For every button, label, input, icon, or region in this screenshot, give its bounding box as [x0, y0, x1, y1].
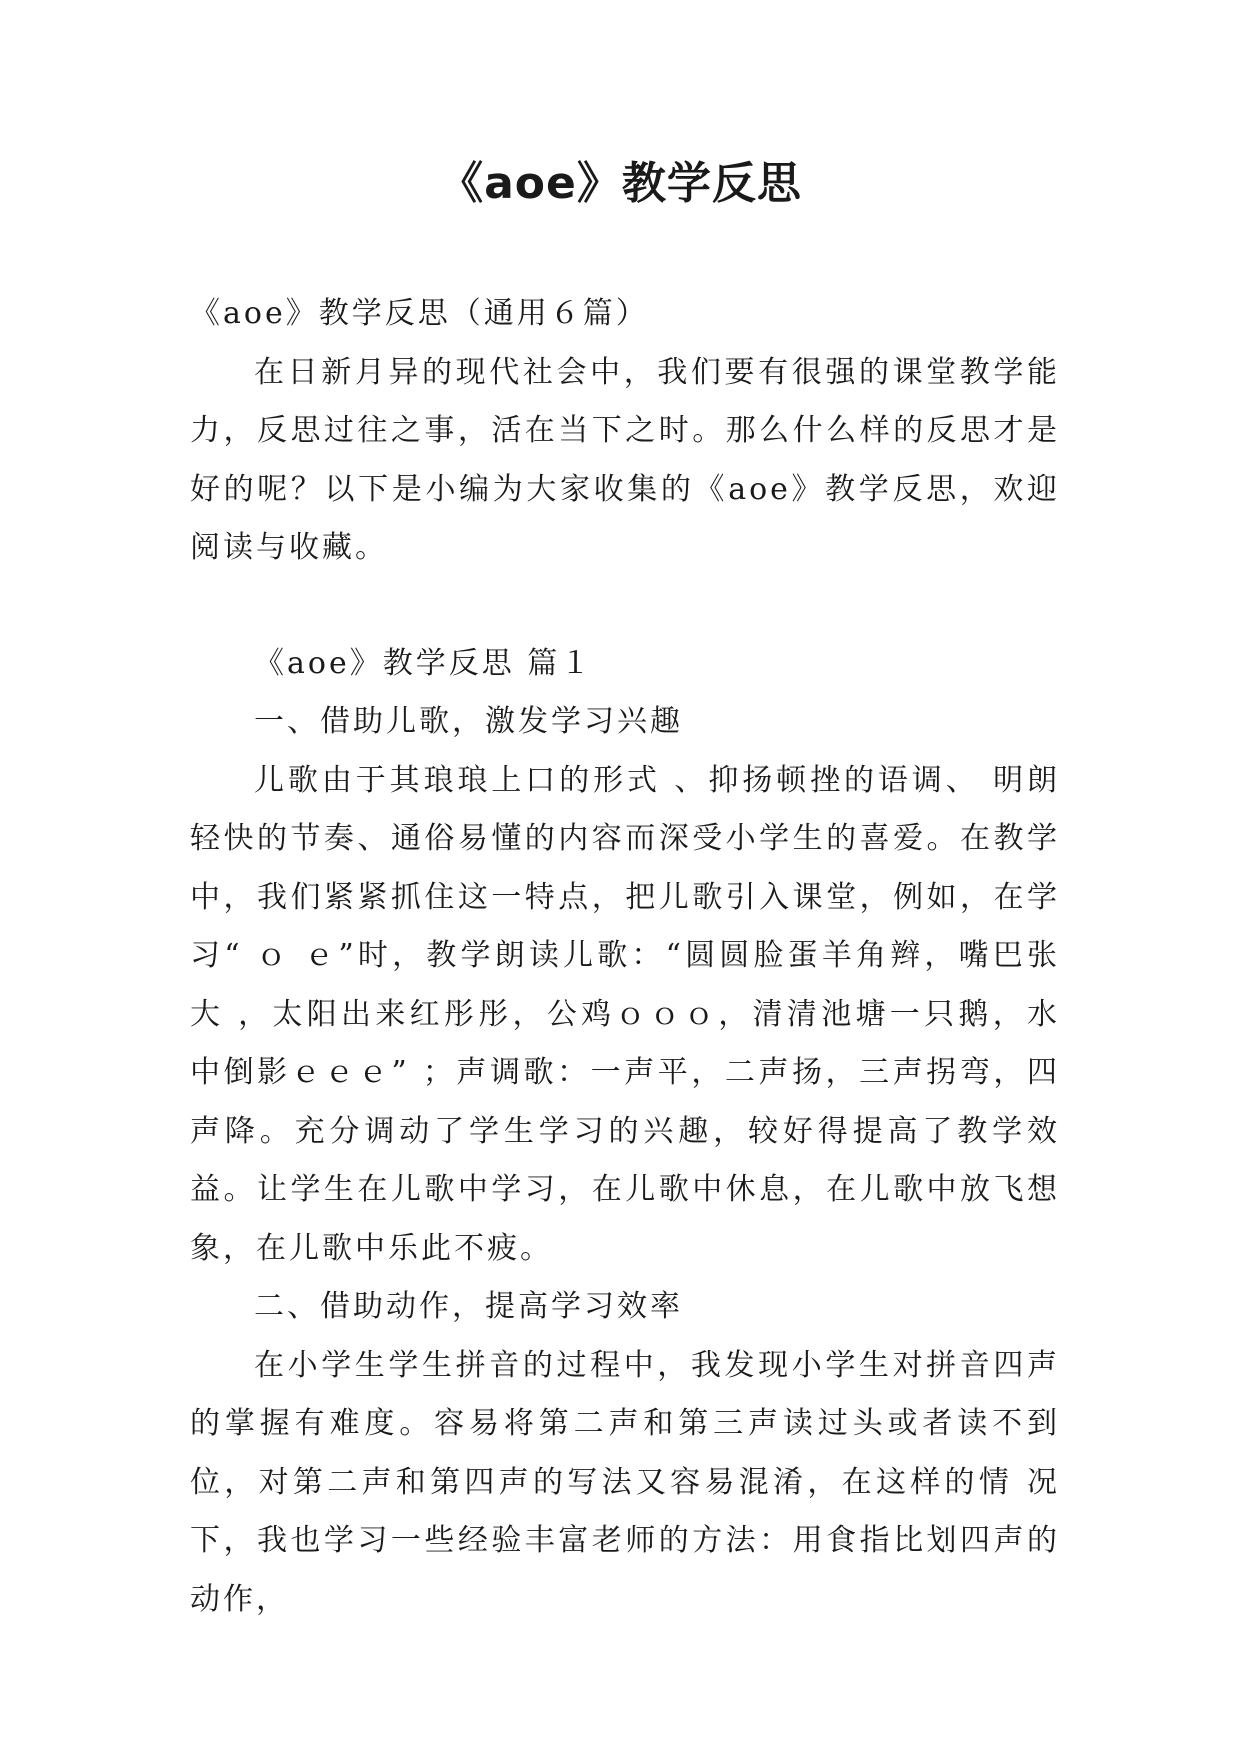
section-heading: 《aoe》教学反思 篇１ [254, 645, 594, 681]
document-body [190, 285, 1060, 1629]
document-title: 《aoe》教学反思 [439, 158, 802, 209]
intro-paragraph: 在日新月异的现代社会中，我们要有很强的课堂教学能力，反思过往之事，活在当下之时。那么什么样的反思才是好的呢？以下是小编为大家收集的《aoe》教学反思，欢迎阅读与收藏。 [190, 354, 1060, 565]
section-spacer [190, 578, 1060, 635]
point-2-paragraph: 在小学生学生拼音的过程中，我发现小学生对拼音四声的掌握有难度。容易将第二声和第三声读过头或者读不到位，对第二声和第四声的写法又容易混淆，在这样的情 况下，我也学习一些经验丰富老师的方法：用食指比划四声的动作， [190, 1347, 1060, 1617]
document-subtitle: 《aoe》教学反思（通用６篇） [190, 296, 649, 331]
point-2-heading: 二、借助动作，提高学习效率 [254, 1289, 683, 1324]
point-1-heading: 一、借助儿歌，激发学习兴趣 [254, 704, 683, 739]
point-1-paragraph: 儿歌由于其琅琅上口的形式 、抑扬顿挫的语调、 明朗轻快的节奏、通俗易懂的内容而深受小学生的喜爱。在教学中，我们紧紧抓住这一特点，把儿歌引入课堂，例如，在学习“ ｏ ｅ”时，教学朗读儿歌：“圆圆脸蛋羊角辫，嘴巴张大 ，太阳出来红彤彤，公鸡ｏｏｏ，清清池塘一只鹅，水中倒影ｅｅｅ” ；声调歌：一声平，二声扬，三声拐弯，四声降。充分调动了学生学习的兴趣，较好得提高了教学效益。让学生在儿歌中学习，在儿歌中休息，在儿歌中放飞想象，在儿歌中乐此不疲。 [190, 762, 1060, 1266]
